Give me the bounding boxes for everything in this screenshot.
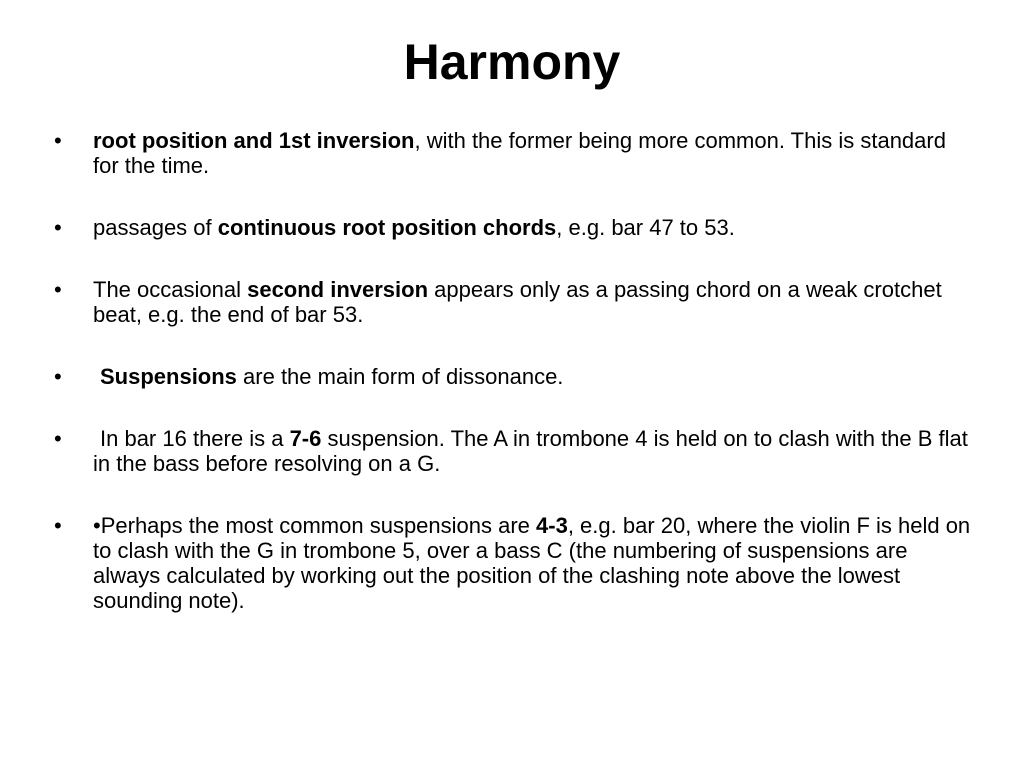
bullet-text: The occasional — [93, 277, 248, 302]
bullet-bold-text: second inversion — [247, 277, 429, 302]
bullet-text: appears only as a passing chord on a weak crotchet beat, e.g. the end of bar 53. — [93, 277, 942, 327]
slide-title: Harmony — [403, 34, 621, 90]
bullet-text: are the main form of dissonance. — [236, 364, 564, 389]
bullet-marker: • — [54, 128, 62, 153]
bullet-marker: • — [54, 426, 62, 451]
bullet-text: , with the former being more common. This is standard for the time. — [93, 128, 946, 178]
bullet-list — [54, 128, 974, 650]
bullet-bold-text: continuous root position chords — [217, 215, 557, 240]
bullet-text: suspension. The A in trombone 4 is held on to clash with the B flat in the bass before resolving on a G. — [93, 426, 968, 476]
bullet-text: , e.g. bar 20, where the violin F is held on to clash with the G in trombone 5, over a bass C (the numbering of suspensions are always calculated by working out the position of the clashing note above the lowest sounding note). — [93, 513, 971, 613]
bullet-item — [54, 513, 974, 613]
bullet-item — [54, 277, 974, 327]
bullet-bold-text: 4-3 — [536, 513, 568, 538]
bullet-item — [54, 128, 974, 178]
bullet-bold-text: 7-6 — [289, 426, 322, 451]
bullet-bold-text: root position and 1st inversion — [93, 128, 415, 153]
bullet-marker: • — [54, 513, 62, 538]
bullet-marker: • — [54, 277, 62, 302]
bullet-bold-text: Suspensions — [100, 364, 237, 389]
bullet-item — [54, 364, 974, 389]
bullet-text: In bar 16 there is a — [100, 426, 290, 451]
bullet-item — [54, 426, 974, 476]
bullet-marker: • — [54, 364, 62, 389]
bullet-text: passages of — [93, 215, 218, 240]
bullet-marker: • — [54, 215, 62, 240]
bullet-text: •Perhaps the most common suspensions are — [93, 513, 537, 538]
bullet-text: , e.g. bar 47 to 53. — [556, 215, 735, 240]
bullet-item — [54, 215, 974, 240]
